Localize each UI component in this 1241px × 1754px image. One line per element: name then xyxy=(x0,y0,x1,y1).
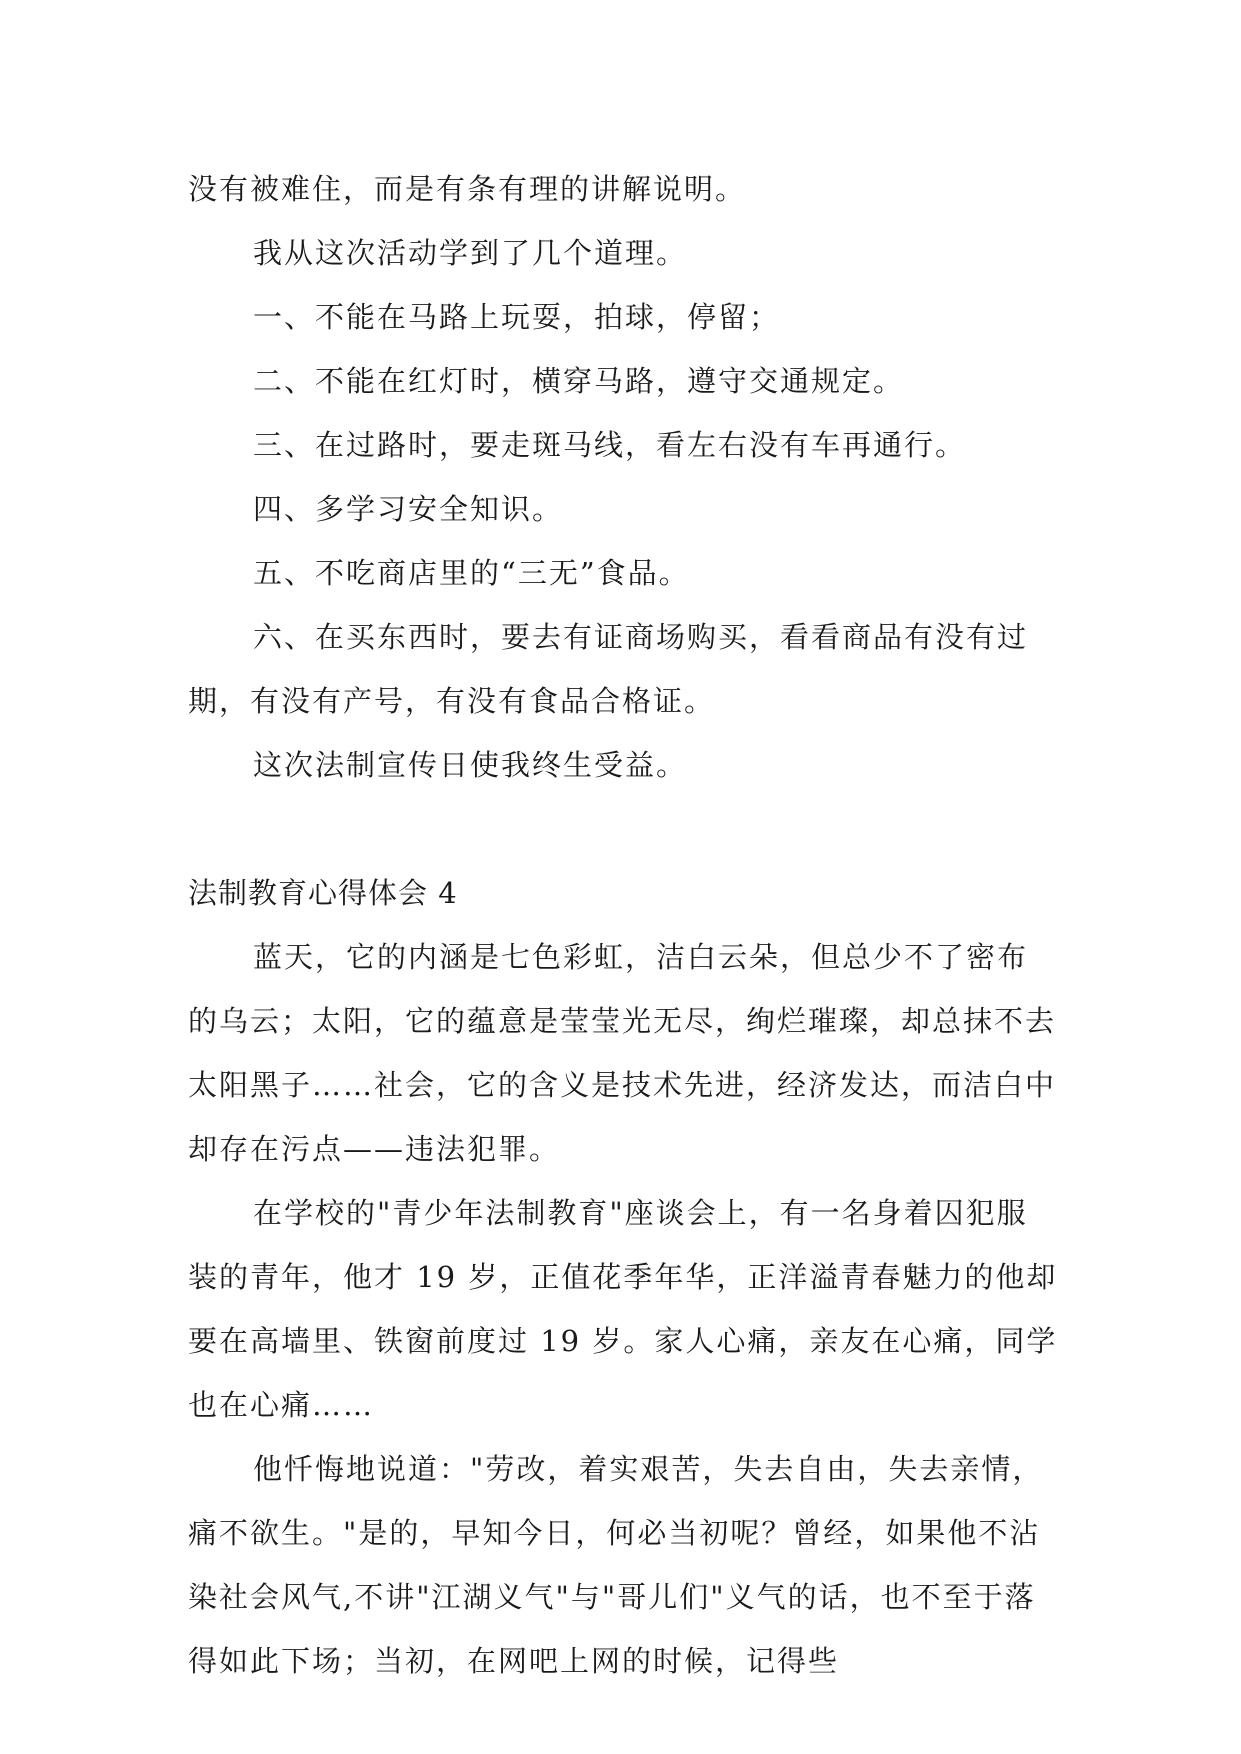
paragraph: 我从这次活动学到了几个道理。 xyxy=(253,236,688,270)
section-gap xyxy=(188,797,1058,861)
paragraph: 他忏悔地说道："劳改，着实艰苦，失去自由，失去亲情，痛不欲生。"是的，早知今日，何必当初呢？曾经，如果他不沾染社会风气,不讲"江湖义气"与"哥儿们"义气的话，也不至于落得如此下场；当初，在网吧上网的时候，记得些 xyxy=(188,1452,1044,1678)
paragraph: 这次法制宣传日使我终生受益。 xyxy=(253,748,688,782)
document-body xyxy=(188,157,1058,1693)
list-item-6: 六、在买东西时，要去有证商场购买，看看商品有没有过期，有没有产号，有没有食品合格证。 xyxy=(188,620,1029,718)
list-item-1: 一、不能在马路上玩耍，拍球，停留； xyxy=(253,300,781,334)
list-item-5: 五、不吃商店里的“三无”食品。 xyxy=(253,556,690,590)
paragraph: 在学校的"青少年法制教育"座谈会上，有一名身着囚犯服装的青年，他才 19 岁，正值花季年华，正洋溢青春魅力的他却要在高墙里、铁窗前度过 19 岁。家人心痛，亲友在心痛，同学也在心痛…… xyxy=(188,1196,1058,1422)
list-item-3: 三、在过路时，要走斑马线，看左右没有车再通行。 xyxy=(253,428,967,462)
paragraph: 蓝天，它的内涵是七色彩虹，洁白云朵，但总少不了密布的乌云；太阳，它的蕴意是莹莹光无尽，绚烂璀璨，却总抹不去太阳黑子……社会，它的含义是技术先进，经济发达，而洁白中却存在污点——违法犯罪。 xyxy=(188,940,1057,1166)
paragraph: 没有被难住，而是有条有理的讲解说明。 xyxy=(188,172,747,206)
section-heading: 法制教育心得体会 4 xyxy=(188,876,458,910)
list-item-4: 四、多学习安全知识。 xyxy=(253,492,564,526)
list-item-2: 二、不能在红灯时，横穿马路，遵守交通规定。 xyxy=(253,364,905,398)
